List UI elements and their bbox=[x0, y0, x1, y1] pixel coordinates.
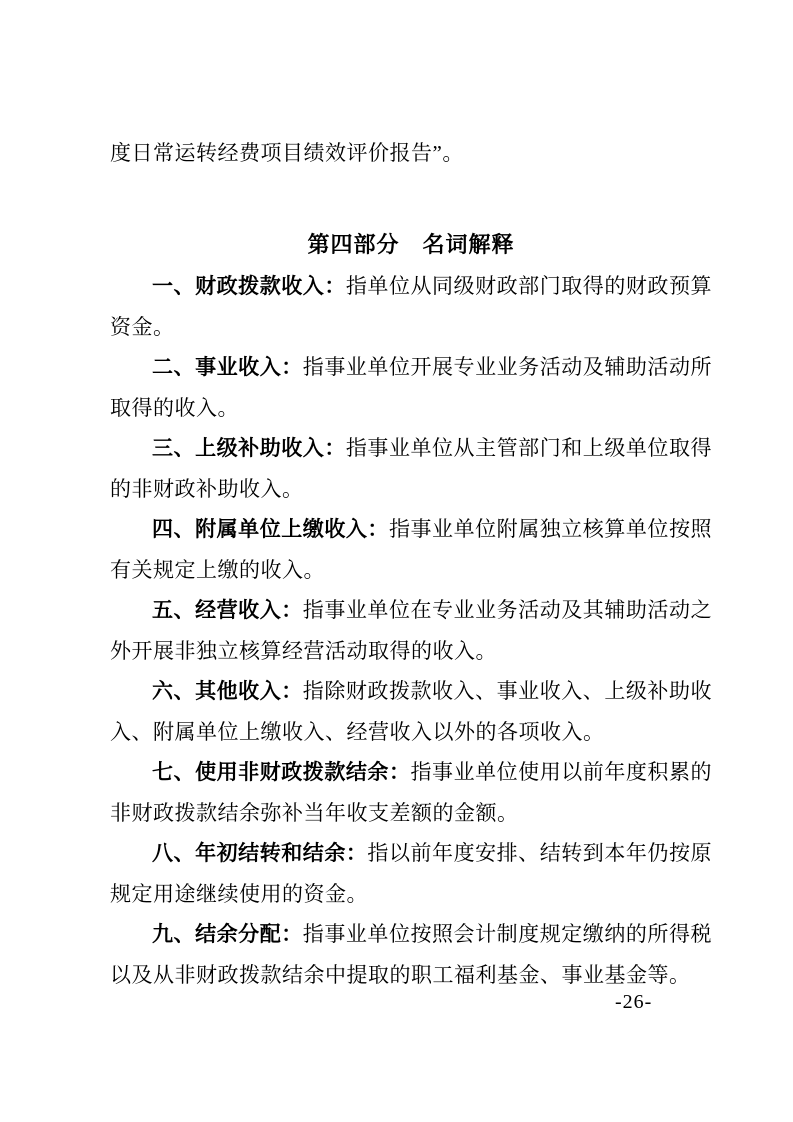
term-label: 七、使用非财政拨款结余： bbox=[152, 761, 411, 784]
term-definition: 指事业单位从主管部门和上级单位取得的非财政补助收入。 bbox=[110, 436, 712, 501]
section-title: 第四部分 名词解释 bbox=[307, 232, 515, 257]
term-paragraph-6 bbox=[110, 671, 712, 752]
document-content bbox=[110, 133, 712, 995]
term-label: 一、财政拨款收入： bbox=[152, 275, 346, 298]
term-paragraph-5 bbox=[110, 590, 712, 671]
term-label: 八、年初结转和结余： bbox=[152, 842, 368, 865]
term-label: 六、其他收入： bbox=[152, 680, 303, 703]
page-number: -26- bbox=[615, 991, 653, 1013]
term-definition: 指事业单位附属独立核算单位按照有关规定上缴的收入。 bbox=[110, 517, 713, 582]
term-paragraph-8 bbox=[110, 833, 712, 914]
term-definition: 指事业单位使用以前年度积累的非财政拨款结余弥补当年收支差额的金额。 bbox=[110, 760, 713, 825]
term-paragraph-3 bbox=[110, 428, 712, 509]
term-paragraph-2 bbox=[110, 347, 712, 428]
term-definition: 指事业单位开展专业业务活动及辅助活动所取得的收入。 bbox=[110, 355, 712, 420]
term-definition: 指事业单位在专业业务活动及其辅助活动之外开展非独立核算经营活动取得的收入。 bbox=[110, 598, 712, 663]
term-paragraph-7 bbox=[110, 752, 712, 833]
term-paragraph-4 bbox=[110, 509, 712, 590]
term-paragraph-1 bbox=[110, 266, 712, 347]
term-definition: 指以前年度安排、结转到本年仍按原规定用途继续使用的资金。 bbox=[110, 841, 713, 906]
term-label: 二、事业收入： bbox=[152, 356, 303, 379]
term-definition: 指单位从同级财政部门取得的财政预算资金。 bbox=[110, 274, 712, 339]
term-definition: 指事业单位按照会计制度规定缴纳的所得税以及从非财政拨款结余中提取的职工福利基金、事业基金等。 bbox=[110, 922, 712, 987]
term-label: 三、上级补助收入： bbox=[152, 437, 346, 460]
term-label: 四、附属单位上缴收入： bbox=[152, 518, 389, 541]
term-label: 九、结余分配： bbox=[152, 923, 303, 946]
continuation-paragraph: 度日常运转经费项目绩效评价报告”。 bbox=[110, 141, 464, 165]
term-paragraph-9 bbox=[110, 914, 712, 995]
term-label: 五、经营收入： bbox=[152, 599, 303, 622]
term-definition: 指除财政拨款收入、事业收入、上级补助收入、附属单位上缴收入、经营收入以外的各项收入。 bbox=[110, 679, 712, 744]
